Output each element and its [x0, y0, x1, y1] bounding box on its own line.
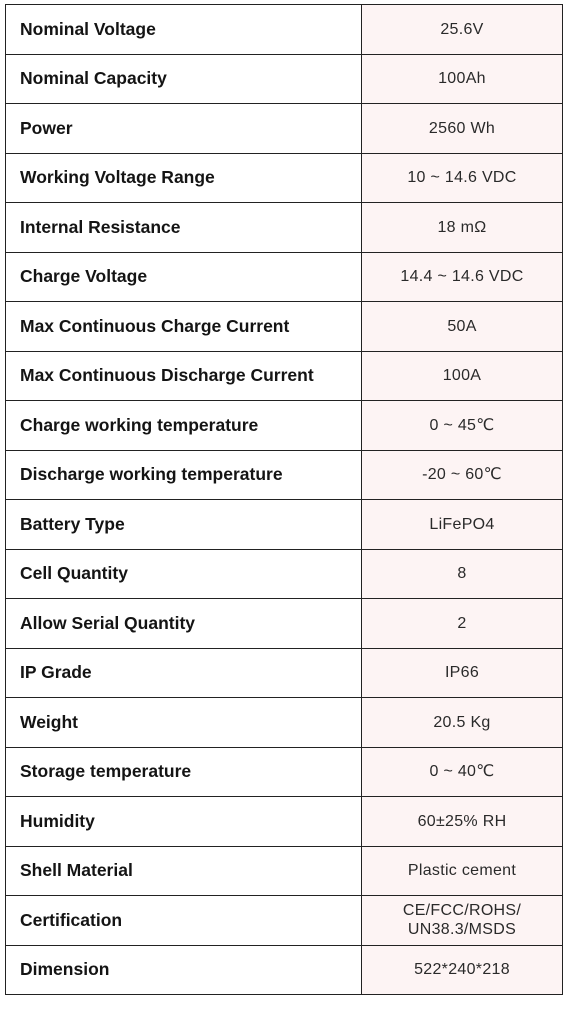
spec-label: Nominal Voltage [6, 5, 362, 55]
spec-value: 0 ~ 45℃ [362, 401, 563, 451]
spec-label: Power [6, 104, 362, 154]
spec-row-allow-serial-quantity [6, 599, 563, 649]
spec-value: 10 ~ 14.6 VDC [362, 153, 563, 203]
spec-value: -20 ~ 60℃ [362, 450, 563, 500]
spec-value: 50A [362, 302, 563, 352]
spec-label: IP Grade [6, 648, 362, 698]
spec-row-cell-quantity [6, 549, 563, 599]
spec-row-battery-type [6, 500, 563, 550]
spec-row-ip-grade [6, 648, 563, 698]
spec-label: Shell Material [6, 846, 362, 896]
spec-label: Allow Serial Quantity [6, 599, 362, 649]
spec-row-max-discharge-current [6, 351, 563, 401]
spec-value: 2 [362, 599, 563, 649]
spec-row-charge-voltage [6, 252, 563, 302]
spec-value: LiFePO4 [362, 500, 563, 550]
spec-label: Dimension [6, 945, 362, 995]
spec-value: IP66 [362, 648, 563, 698]
spec-label: Battery Type [6, 500, 362, 550]
spec-value: 18 mΩ [362, 203, 563, 253]
spec-label: Discharge working temperature [6, 450, 362, 500]
spec-value: 60±25% RH [362, 797, 563, 847]
spec-row-weight [6, 698, 563, 748]
spec-row-power [6, 104, 563, 154]
spec-value: 25.6V [362, 5, 563, 55]
spec-value: 522*240*218 [362, 945, 563, 995]
spec-value-line: CE/FCC/ROHS/ [402, 902, 522, 920]
spec-value: 8 [362, 549, 563, 599]
spec-label: Storage temperature [6, 747, 362, 797]
spec-row-humidity [6, 797, 563, 847]
spec-row-storage-temperature [6, 747, 563, 797]
spec-label: Internal Resistance [6, 203, 362, 253]
spec-row-discharge-working-temperature [6, 450, 563, 500]
spec-label: Max Continuous Charge Current [6, 302, 362, 352]
spec-row-charge-working-temperature [6, 401, 563, 451]
spec-row-internal-resistance [6, 203, 563, 253]
spec-label: Cell Quantity [6, 549, 362, 599]
spec-label: Charge Voltage [6, 252, 362, 302]
spec-label: Working Voltage Range [6, 153, 362, 203]
spec-row-nominal-capacity [6, 54, 563, 104]
spec-label: Weight [6, 698, 362, 748]
spec-value [362, 896, 563, 946]
spec-label: Humidity [6, 797, 362, 847]
spec-row-nominal-voltage [6, 5, 563, 55]
spec-label: Max Continuous Discharge Current [6, 351, 362, 401]
spec-row-working-voltage-range [6, 153, 563, 203]
spec-value: 20.5 Kg [362, 698, 563, 748]
spec-value: 100Ah [362, 54, 563, 104]
spec-value: 14.4 ~ 14.6 VDC [362, 252, 563, 302]
spec-row-certification [6, 896, 563, 946]
spec-label: Nominal Capacity [6, 54, 362, 104]
spec-value: Plastic cement [362, 846, 563, 896]
spec-row-dimension [6, 945, 563, 995]
spec-value: 0 ~ 40℃ [362, 747, 563, 797]
spec-value: 100A [362, 351, 563, 401]
spec-row-max-charge-current [6, 302, 563, 352]
spec-table [5, 4, 563, 995]
spec-value: 2560 Wh [362, 104, 563, 154]
spec-value-line: UN38.3/MSDS [407, 921, 517, 939]
spec-label: Certification [6, 896, 362, 946]
spec-label: Charge working temperature [6, 401, 362, 451]
spec-row-shell-material [6, 846, 563, 896]
